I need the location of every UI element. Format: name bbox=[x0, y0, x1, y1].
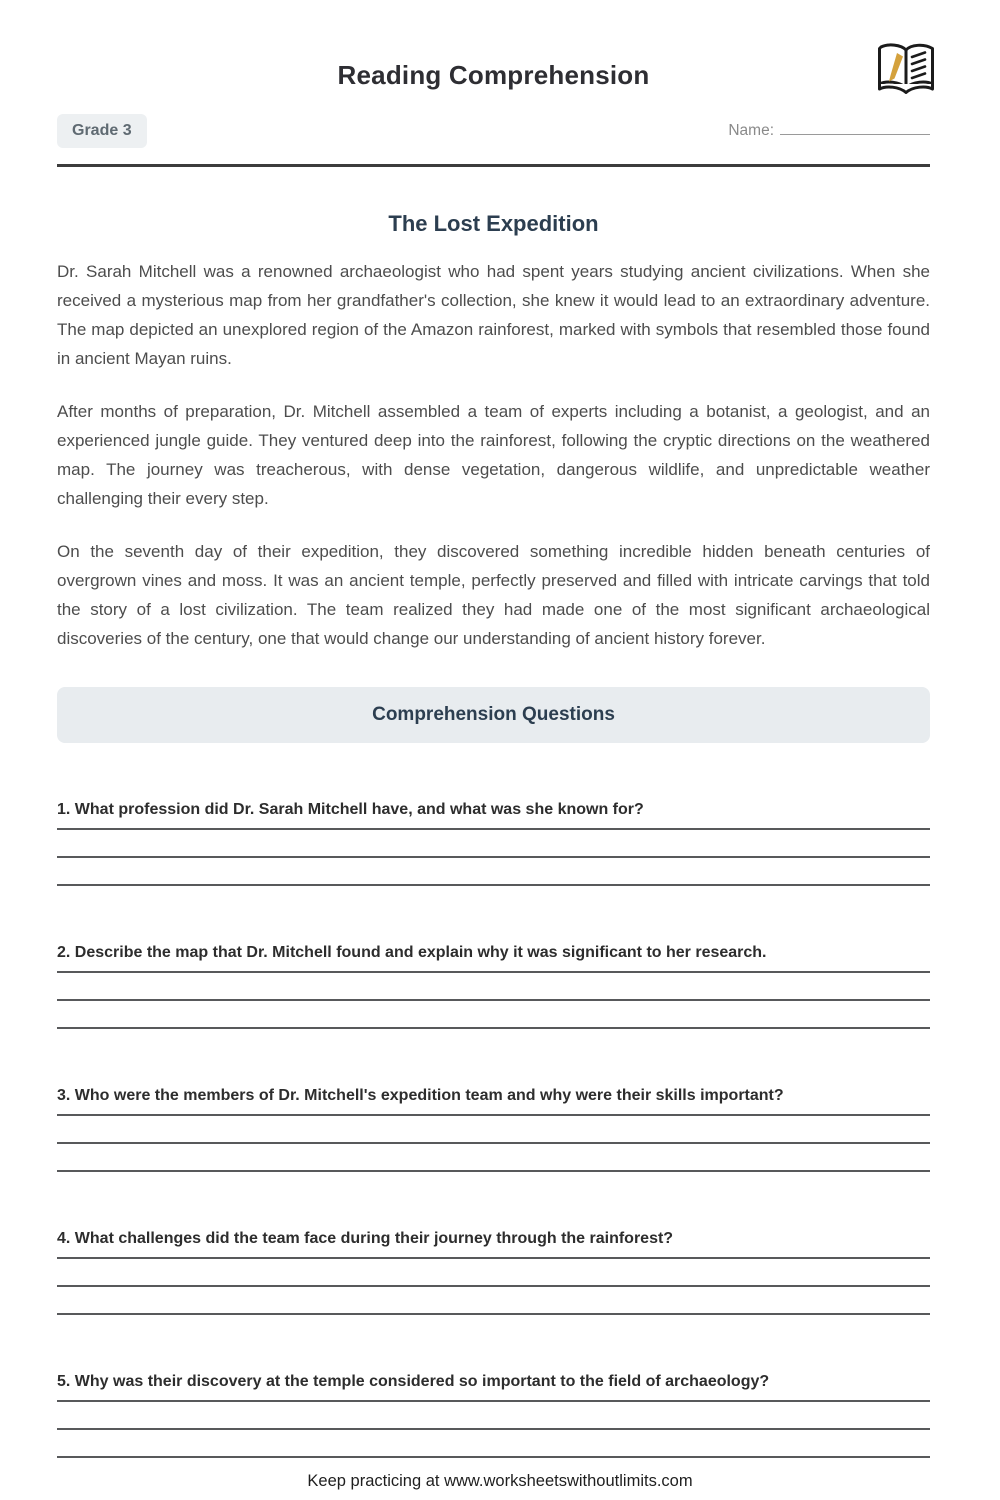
answer-line[interactable] bbox=[57, 1259, 930, 1287]
header-meta-row bbox=[57, 113, 930, 148]
question-text: 4. What challenges did the team face during their journey through the rainforest? bbox=[57, 1230, 674, 1247]
questions-section-banner: Comprehension Questions bbox=[57, 687, 930, 743]
question-text: 1. What profession did Dr. Sarah Mitchell have, and what was she known for? bbox=[57, 801, 644, 818]
question-block-2 bbox=[57, 943, 930, 1029]
name-write-line[interactable] bbox=[780, 121, 930, 135]
answer-line[interactable] bbox=[57, 962, 930, 973]
answer-line[interactable] bbox=[57, 819, 930, 830]
answer-line[interactable] bbox=[57, 1391, 930, 1402]
story-paragraph: After months of preparation, Dr. Mitchell assembled a team of experts including a botanist, a geologist, and an experienced jungle guide. They ventured deep into the rainforest, following the cryptic directions on the weathered map. The journey was treacherous, with dense vegetation, dangerous wildlife, and unpredictable weather challenging their every step. bbox=[57, 402, 930, 508]
story-paragraph: Dr. Sarah Mitchell was a renowned archaeologist who had spent years studying ancient civilizations. When she received a mysterious map from her grandfather's collection, she knew it would lead to an extraordinary adventure. The map depicted an unexplored region of the Amazon rainforest, marked with symbols that resembled those found in ancient Mayan ruins. bbox=[57, 262, 930, 368]
page-title: Reading Comprehension bbox=[337, 60, 650, 90]
footer-text: Keep practicing at www.worksheetswithoutlimits.com bbox=[307, 1472, 693, 1490]
answer-line[interactable] bbox=[57, 973, 930, 1001]
answer-line[interactable] bbox=[57, 1001, 930, 1029]
question-block-4 bbox=[57, 1229, 930, 1315]
answer-line[interactable] bbox=[57, 1430, 930, 1458]
question-text: 3. Who were the members of Dr. Mitchell's expedition team and why were their skills important? bbox=[57, 1087, 784, 1104]
question-block-1 bbox=[57, 800, 930, 886]
answer-line[interactable] bbox=[57, 1144, 930, 1172]
answer-line[interactable] bbox=[57, 1248, 930, 1259]
open-book-pencil-icon bbox=[872, 40, 940, 100]
question-block-5 bbox=[57, 1372, 930, 1458]
header-divider bbox=[57, 164, 930, 167]
answer-line[interactable] bbox=[57, 1287, 930, 1315]
grade-badge: Grade 3 bbox=[57, 114, 147, 148]
answer-line[interactable] bbox=[57, 1116, 930, 1144]
name-label: Name: bbox=[728, 122, 774, 139]
question-text: 2. Describe the map that Dr. Mitchell found and explain why it was significant to her research. bbox=[57, 944, 767, 961]
question-block-3 bbox=[57, 1086, 930, 1172]
story-paragraph: On the seventh day of their expedition, they discovered something incredible hidden beneath centuries of overgrown vines and moss. It was an ancient temple, perfectly preserved and filled with intricate carvings that told the story of a lost civilization. The team realized they had made one of the most significant archaeological discoveries of the century, one that would change our understanding of ancient history forever. bbox=[57, 542, 930, 648]
answer-line[interactable] bbox=[57, 1402, 930, 1430]
name-field-area bbox=[728, 121, 930, 140]
answer-line[interactable] bbox=[57, 858, 930, 886]
answer-line[interactable] bbox=[57, 830, 930, 858]
answer-line[interactable] bbox=[57, 1105, 930, 1116]
question-text: 5. Why was their discovery at the temple considered so important to the field of archaeology? bbox=[57, 1373, 770, 1390]
story-section bbox=[57, 210, 930, 653]
story-title: The Lost Expedition bbox=[388, 211, 599, 236]
